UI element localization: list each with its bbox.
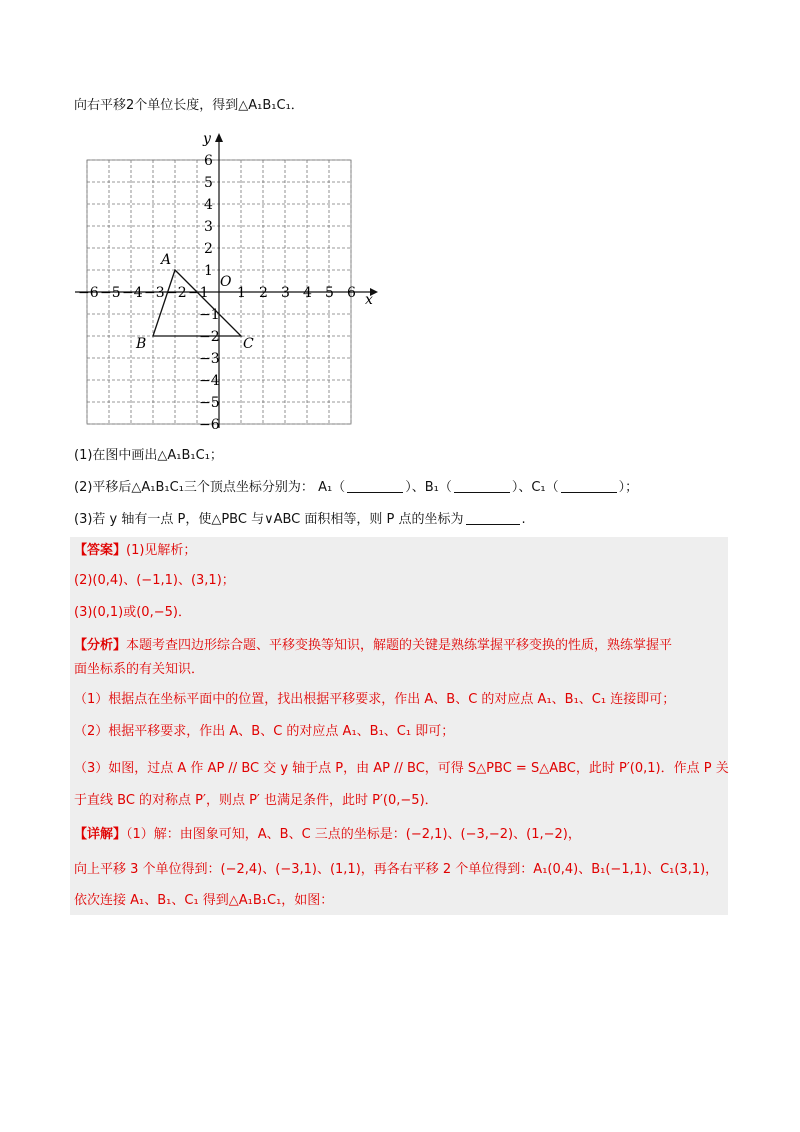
analysis-step-2: （2）根据平移要求，作出 A、B、C 的对应点 A₁、B₁、C₁ 即可； [74,724,455,739]
analysis-line-2: 面坐标系的有关知识． [74,662,205,677]
answer-3: (0,1)或(0,−5)． [92,605,191,620]
question-3 [74,511,526,529]
x-tick-label: 4 [303,285,312,301]
x-tick-label: −5 [100,285,121,301]
y-tick-label: 3 [204,219,213,235]
y-axis-arrow [215,133,223,142]
blank-c1[interactable] [561,480,617,493]
y-tick-label: −6 [199,417,220,433]
question-1: (1)在图中画出△A₁B₁C₁； [74,448,223,463]
answer-2-prefix: (2) [74,573,93,588]
y-axis-label: y [203,131,211,147]
detail-line-1 [74,826,581,844]
y-tick-label: −2 [199,329,220,345]
point-a-label: A [161,252,172,268]
answer-label: 【答案】 [74,543,127,558]
question-2-a1: A₁（ [318,480,346,495]
blank-b1[interactable] [454,480,510,493]
x-tick-label: −3 [144,285,165,301]
point-c-label: C [243,336,254,352]
analysis-text-1: 本题考查四边形综合题、平移变换等知识，解题的关键是熟练掌握平移变换的性质，熟练掌握平 [126,638,673,653]
coordinate-graph [70,128,390,438]
question-3-end: . [521,512,526,527]
y-tick-label: 1 [204,263,213,279]
analysis-line-1 [74,637,672,655]
x-tick-label: −4 [122,285,143,301]
question-2-prefix: (2)平移后△A₁B₁C₁三个顶点坐标分别为： [74,480,314,495]
x-tick-label: 3 [281,285,290,301]
detail-line-3: 依次连接 A₁、B₁、C₁ 得到△A₁B₁C₁，如图： [74,893,334,908]
answer-line-1 [74,542,196,560]
point-b-label: B [136,336,147,352]
analysis-step-1: （1）根据点在坐标平面中的位置，找出根据平移要求，作出 A、B、C 的对应点 A₁、B₁、C₁ 连接即可； [74,692,676,707]
x-tick-label: 6 [347,285,356,301]
intro-text: 向右平移2个单位长度，得到△A₁B₁C₁． [74,98,304,113]
y-tick-label: −1 [199,307,220,323]
answer-line-2 [74,572,235,590]
answer-3-prefix: (3) [74,605,93,620]
answer-1: (1)见解析； [126,543,197,558]
x-tick-label: −1 [188,285,209,301]
x-tick-labels [78,285,356,301]
analysis-label: 【分析】 [74,638,127,653]
origin-label: O [220,274,232,290]
x-tick-label: 5 [325,285,334,301]
question-2-b1: ）、B₁（ [405,480,452,495]
question-3-prefix: (3)若 y 轴有一点 P，使△PBC 与∨ABC 面积相等，则 P 点的坐标为 [74,512,464,527]
question-2-end: ）； [618,480,639,495]
analysis-step-3: （3）如图，过点 A 作 AP // BC 交 y 轴于点 P，由 AP // BC，可得 S△PBC = S△ABC，此时 P′(0,1)．作点 P 关 [74,761,729,776]
x-tick-label: 2 [259,285,268,301]
y-tick-label: −3 [199,351,220,367]
x-tick-label: −6 [78,285,99,301]
blank-a1[interactable] [347,480,403,493]
blank-p[interactable] [466,512,520,525]
question-2-c1: ）、C₁（ [511,480,559,495]
analysis-step-3b: 于直线 BC 的对称点 P′，则点 P′ 也满足条件，此时 P′(0,−5)． [74,793,438,808]
y-tick-label: −4 [199,373,220,389]
x-tick-label: −2 [166,285,187,301]
detail-label: 【详解】 [74,827,127,842]
y-tick-label: 2 [204,241,213,257]
detail-line-2: 向上平移 3 个单位得到：(−2,4)、(−3,1)、(1,1)，再各右平移 2 个单位得到：A₁(0,4)、B₁(−1,1)、C₁(3,1)， [74,862,719,877]
x-axis-label: x [365,292,373,308]
question-2 [74,479,638,497]
answer-2: (0,4)、(−1,1)、(3,1)； [92,573,235,588]
y-tick-label: −5 [199,395,220,411]
y-tick-label: 4 [204,197,213,213]
x-tick-label: 1 [237,285,246,301]
detail-text-1: （1）解：由图象可知，A、B、C 三点的坐标是：(−2,1)、(−3,−2)、(1,−2)， [126,827,581,842]
y-tick-label: 5 [204,175,213,191]
answer-line-3 [74,604,191,622]
y-tick-label: 6 [204,153,213,169]
